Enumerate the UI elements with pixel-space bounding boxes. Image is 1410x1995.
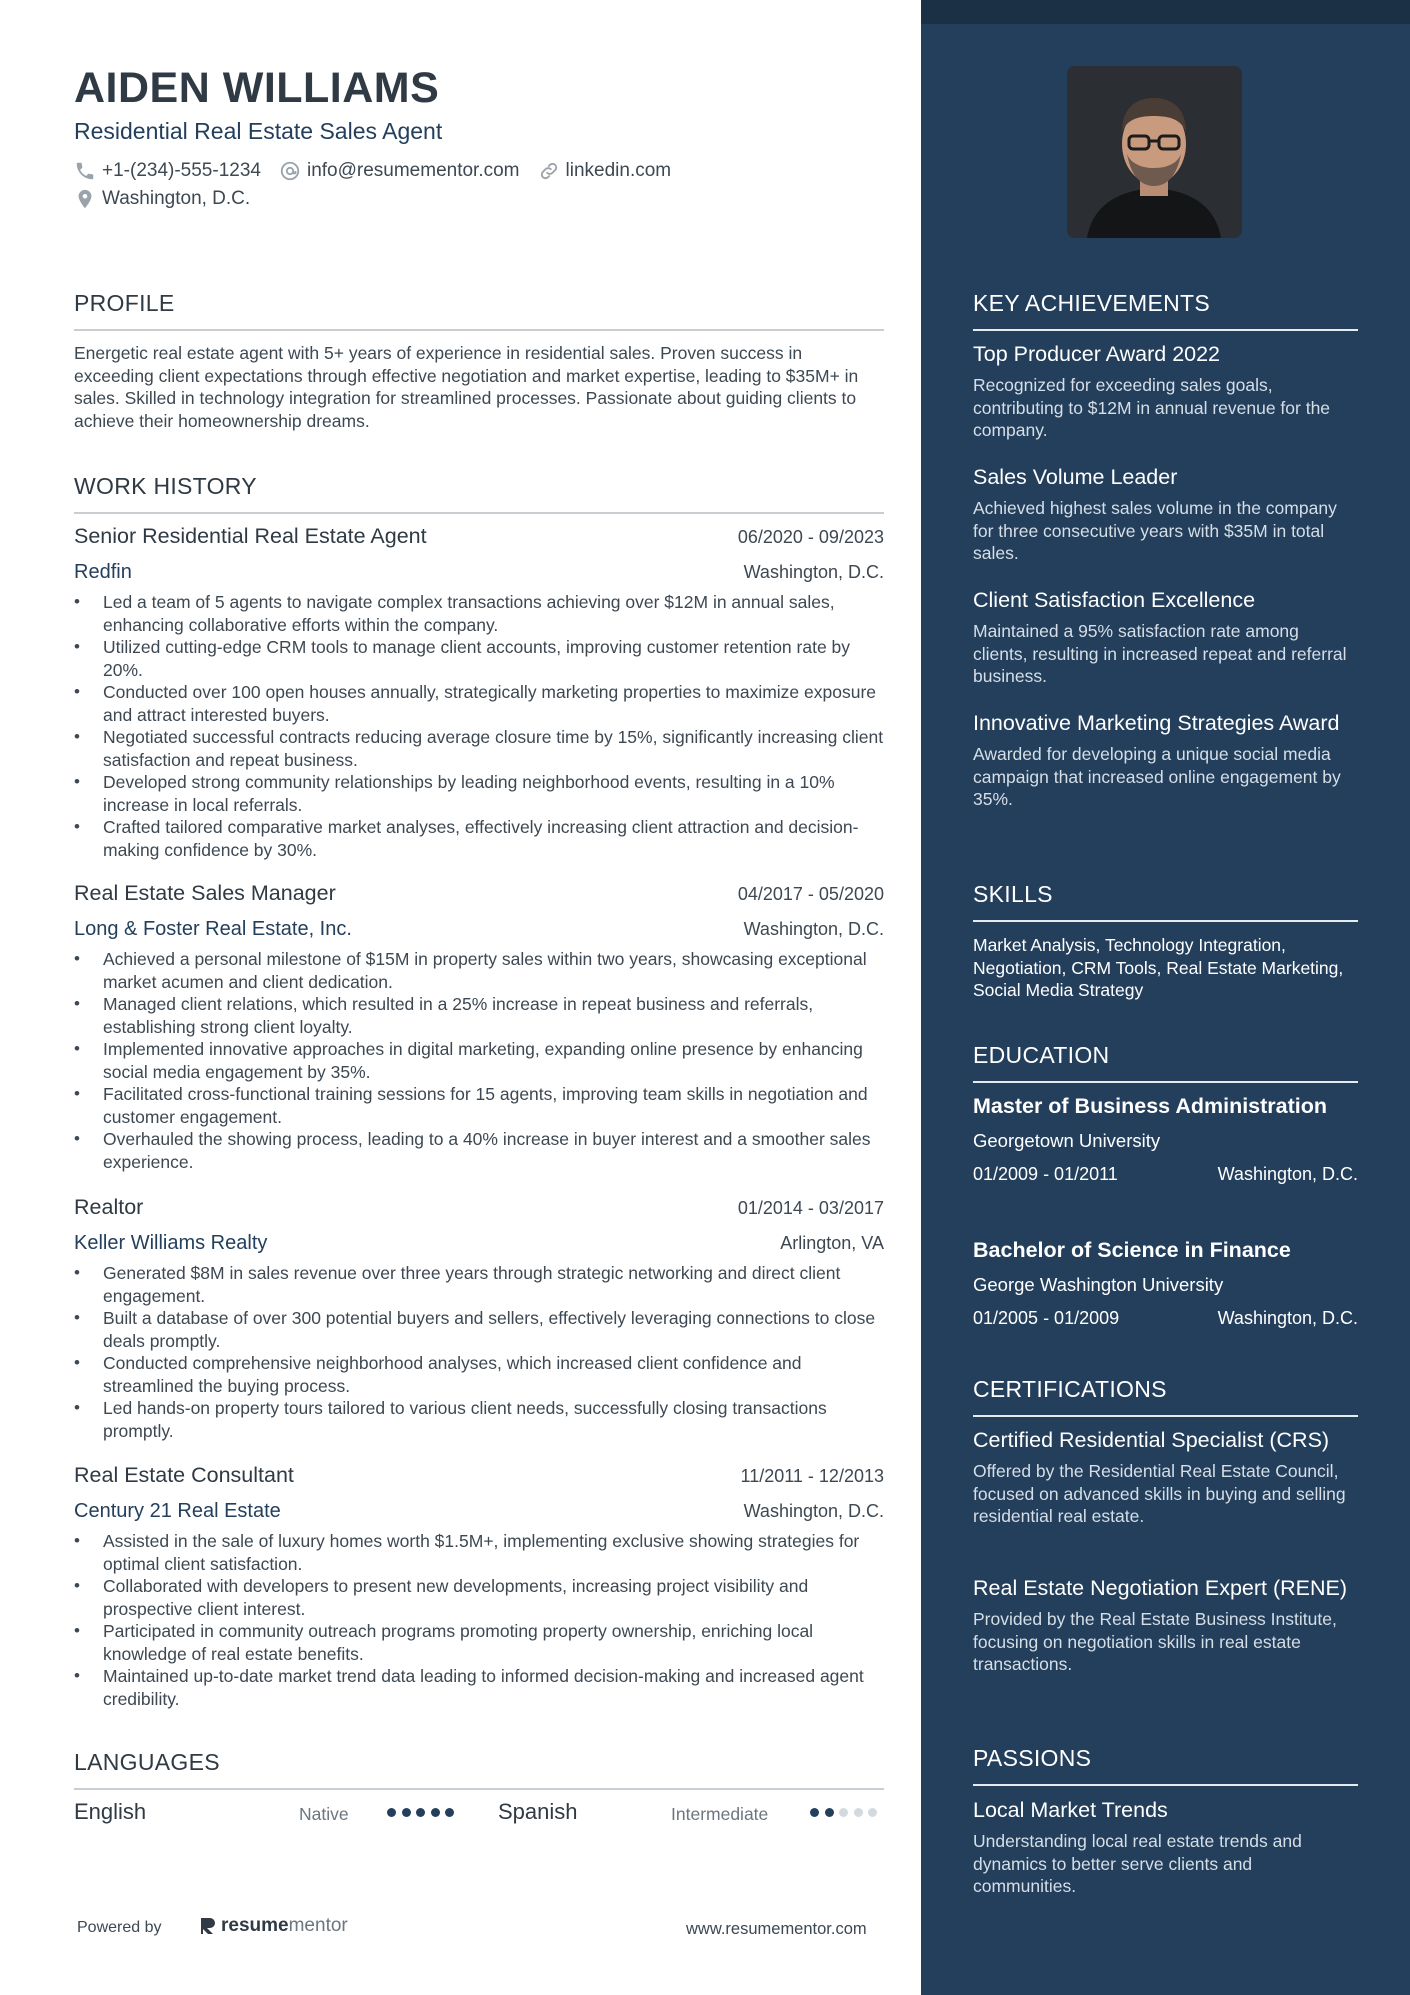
- achievement-title: Client Satisfaction Excellence: [973, 588, 1256, 612]
- language-name: Spanish: [498, 1799, 578, 1824]
- certification-text: Provided by the Real Estate Business Institute, focusing on negotiation skills in real estate transactions.: [973, 1609, 1337, 1674]
- certification-item: [973, 1575, 1358, 1676]
- rating-dot: [387, 1808, 396, 1817]
- language-level: Native: [299, 1804, 349, 1824]
- contact-phone[interactable]: [74, 160, 261, 182]
- achievement-item: [973, 710, 1358, 811]
- email-text: info@resumementor.com: [306, 160, 520, 181]
- passion-item: [973, 1797, 1358, 1898]
- job-entry: [74, 881, 884, 1173]
- linkedin-text: linkedin.com: [565, 160, 672, 181]
- achievement-text: Achieved highest sales volume in the company for three consecutive years with $35M in total sales.: [973, 498, 1337, 563]
- skills-heading: SKILLS: [973, 881, 1358, 922]
- work-history-heading: WORK HISTORY: [74, 473, 884, 514]
- job-bullet: • Built a database of over 300 potential buyers and sellers, effectively leveraging connections to close deals promptly.: [74, 1307, 884, 1352]
- job-bullet: • Conducted over 100 open houses annually, strategically marketing properties to maximize exposure and attract interested buyers.: [74, 681, 884, 726]
- job-role: Realtor: [74, 1195, 144, 1219]
- location-pin-icon: [74, 188, 96, 210]
- job-company: Century 21 Real Estate: [74, 1500, 281, 1522]
- rating-dot: [431, 1808, 440, 1817]
- job-bullet: • Participated in community outreach programs promoting property ownership, enriching local knowledge of real estate benefits.: [74, 1620, 884, 1665]
- rating-dot: [402, 1808, 411, 1817]
- achievements-heading: KEY ACHIEVEMENTS: [973, 290, 1358, 331]
- certification-title: Certified Residential Specialist (CRS): [973, 1428, 1330, 1452]
- phone-icon: [74, 160, 96, 182]
- language-level: Intermediate: [671, 1804, 769, 1824]
- sidebar: [921, 0, 1410, 1995]
- education-location: Washington, D.C.: [1217, 1164, 1358, 1184]
- job-dates: 11/2011 - 12/2013: [740, 1466, 884, 1486]
- rating-dot: [868, 1808, 877, 1817]
- powered-by-label: Powered by: [77, 1919, 162, 1936]
- certification-text: Offered by the Residential Real Estate Council, focused on advanced skills in buying and selling residential real estate.: [973, 1461, 1346, 1526]
- job-bullets: [74, 591, 884, 861]
- contact-row: [74, 160, 689, 182]
- achievement-text: Maintained a 95% satisfaction rate among clients, resulting in increased repeat and referral business.: [973, 621, 1347, 686]
- job-bullet: • Implemented innovative approaches in digital marketing, expanding online presence by enhancing social media engagement by 35%.: [74, 1038, 884, 1083]
- job-role: Real Estate Sales Manager: [74, 881, 336, 905]
- certifications-heading: CERTIFICATIONS: [973, 1376, 1358, 1417]
- contact-location: [74, 188, 250, 210]
- certification-title: Real Estate Negotiation Expert (RENE): [973, 1576, 1348, 1600]
- achievement-text: Recognized for exceeding sales goals, contributing to $12M in annual revenue for the company.: [973, 375, 1331, 440]
- job-bullet: • Overhauled the showing process, leading to a 40% increase in buyer interest and a smoother sales experience.: [74, 1128, 884, 1173]
- education-school: Georgetown University: [973, 1130, 1161, 1151]
- languages-row: [74, 1799, 884, 1829]
- job-bullet: • Generated $8M in sales revenue over three years through strategic networking and direct client engagement.: [74, 1262, 884, 1307]
- education-item: [973, 1093, 1358, 1185]
- job-dates: 04/2017 - 05/2020: [737, 884, 884, 904]
- job-company: Redfin: [74, 561, 132, 583]
- job-bullet: • Managed client relations, which resulted in a 25% increase in repeat business and referrals, establishing strong client loyalty.: [74, 993, 884, 1038]
- job-bullet: • Assisted in the sale of luxury homes worth $1.5M+, implementing exclusive showing strategies for optimal client satisfaction.: [74, 1530, 884, 1575]
- education-heading: EDUCATION: [973, 1042, 1358, 1083]
- job-bullet: • Collaborated with developers to present new developments, increasing project visibility and prospective client interest.: [74, 1575, 884, 1620]
- rating-dot: [839, 1808, 848, 1817]
- passion-text: Understanding local real estate trends and dynamics to better serve clients and communities.: [973, 1831, 1302, 1896]
- job-location: Washington, D.C.: [743, 562, 884, 582]
- resumementor-logo-icon: [199, 1916, 217, 1936]
- profile-heading: PROFILE: [74, 290, 884, 331]
- job-bullet: • Led hands-on property tours tailored to various client needs, successfully closing transactions promptly.: [74, 1397, 884, 1442]
- achievement-text: Awarded for developing a unique social media campaign that increased online engagement by 35%.: [973, 744, 1341, 809]
- education-location: Washington, D.C.: [1217, 1308, 1358, 1328]
- language-name: English: [74, 1799, 147, 1824]
- contact-row-location: [74, 188, 268, 210]
- skills-text: Market Analysis, Technology Integration, Negotiation, CRM Tools, Real Estate Marketing, Social Media Strategy: [973, 935, 1344, 1000]
- profile-photo: [1067, 66, 1242, 238]
- language-rating: [387, 1808, 460, 1817]
- achievement-item: [973, 464, 1358, 565]
- rating-dot: [854, 1808, 863, 1817]
- job-bullet: • Maintained up-to-date market trend data leading to informed decision-making and increased agent credibility.: [74, 1665, 884, 1710]
- rating-dot: [416, 1808, 425, 1817]
- sidebar-top-bar: [921, 0, 1410, 24]
- profile-text: Energetic real estate agent with 5+ years of experience in residential sales. Proven success in exceeding client expectations through effective negotiation and market expertise, leading to $35M+ in sales. Skilled in technology integration for streamlined processes. Passionate about guiding clients to achieve their homeownership dreams.: [74, 343, 859, 431]
- candidate-name: AIDEN WILLIAMS: [74, 64, 440, 112]
- job-company: Keller Williams Realty: [74, 1232, 268, 1254]
- education-degree: Master of Business Administration: [973, 1094, 1328, 1118]
- job-bullets: [74, 1262, 884, 1442]
- brand-name-bold: resume: [221, 1915, 289, 1936]
- job-bullet: • Developed strong community relationships by leading neighborhood events, resulting in a 10% increase in local referrals.: [74, 771, 884, 816]
- contact-email[interactable]: [279, 160, 520, 182]
- education-dates: 01/2005 - 01/2009: [973, 1308, 1120, 1328]
- job-bullet: • Achieved a personal milestone of $15M in property sales within two years, showcasing exceptional market acumen and client dedication.: [74, 948, 884, 993]
- contact-linkedin[interactable]: [538, 160, 672, 182]
- job-dates: 01/2014 - 03/2017: [737, 1198, 884, 1218]
- job-role: Senior Residential Real Estate Agent: [74, 524, 427, 548]
- job-bullets: [74, 1530, 884, 1710]
- profile-photo-illustration: [1067, 66, 1242, 238]
- job-role: Real Estate Consultant: [74, 1463, 294, 1487]
- job-entry: [74, 1195, 884, 1442]
- job-bullets: [74, 948, 884, 1173]
- certification-item: [973, 1427, 1358, 1528]
- job-bullet: • Negotiated successful contracts reducing average closure time by 15%, significantly increasing client satisfaction and repeat business.: [74, 726, 884, 771]
- achievement-item: [973, 341, 1358, 442]
- job-company: Long & Foster Real Estate, Inc.: [74, 918, 352, 940]
- achievement-title: Sales Volume Leader: [973, 465, 1178, 489]
- job-location: Washington, D.C.: [743, 919, 884, 939]
- achievement-item: [973, 587, 1358, 688]
- phone-text: +1-(234)-555-1234: [102, 160, 261, 181]
- education-dates: 01/2009 - 01/2011: [973, 1164, 1118, 1184]
- job-bullet: • Facilitated cross-functional training sessions for 15 agents, improving team skills in negotiation and customer engagement.: [74, 1083, 884, 1128]
- candidate-title: Residential Real Estate Sales Agent: [74, 118, 443, 144]
- job-bullet: • Crafted tailored comparative market analyses, effectively increasing client attraction and decision-making confidence by 30%.: [74, 816, 884, 861]
- website-link[interactable]: www.resumementor.com: [686, 1920, 867, 1938]
- rating-dot: [810, 1808, 819, 1817]
- achievement-title: Top Producer Award 2022: [973, 342, 1221, 366]
- job-bullet: • Conducted comprehensive neighborhood analyses, which increased client confidence and streamlined the buying process.: [74, 1352, 884, 1397]
- passion-title: Local Market Trends: [973, 1798, 1168, 1822]
- link-icon: [538, 160, 560, 182]
- passions-heading: PASSIONS: [973, 1745, 1358, 1786]
- location-text: Washington, D.C.: [102, 188, 251, 209]
- achievement-title: Innovative Marketing Strategies Award: [973, 711, 1340, 735]
- job-dates: 06/2020 - 09/2023: [737, 527, 884, 547]
- brand-name-rest: mentor: [288, 1915, 348, 1936]
- education-degree: Bachelor of Science in Finance: [973, 1238, 1291, 1262]
- job-location: Washington, D.C.: [743, 1501, 884, 1521]
- rating-dot: [825, 1808, 834, 1817]
- job-location: Arlington, VA: [780, 1233, 884, 1253]
- brand-logo[interactable]: [199, 1915, 348, 1937]
- job-entry: [74, 1463, 884, 1710]
- education-item: [973, 1237, 1358, 1329]
- language-rating: [810, 1808, 883, 1817]
- rating-dot: [445, 1808, 454, 1817]
- job-bullet: • Led a team of 5 agents to navigate complex transactions achieving over $12M in annual sales, enhancing collaborative efforts within the company.: [74, 591, 884, 636]
- at-sign-icon: [279, 160, 301, 182]
- education-school: George Washington University: [973, 1274, 1224, 1295]
- languages-heading: LANGUAGES: [74, 1749, 884, 1790]
- job-entry: [74, 524, 884, 861]
- job-bullet: • Utilized cutting-edge CRM tools to manage client accounts, improving customer retention rate by 20%.: [74, 636, 884, 681]
